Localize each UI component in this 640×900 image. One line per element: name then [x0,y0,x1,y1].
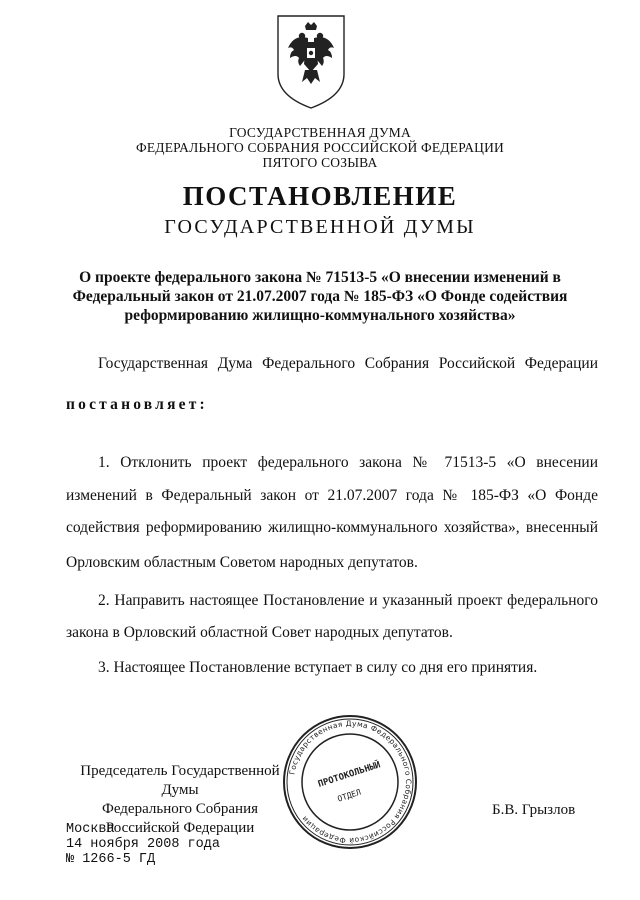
footer-number: № 1266-5 ГД [66,852,156,867]
coat-of-arms-emblem [272,12,350,112]
footer-date: 14 ноября 2008 года [66,837,220,852]
footer-city: Москва [66,822,115,837]
header-line-1: ГОСУДАРСТВЕННАЯ ДУМА [229,125,411,140]
resolves-text: постановляет: [66,396,208,413]
item-3-text: 3. Настоящее Постановление вступает в силу со дня его принятия. [98,659,538,676]
document-title: ПОСТАНОВЛЕНИЕ [182,181,458,211]
subject-line-1: О проекте федерального закона № 71513-5 «О внесении изменений в [79,269,561,286]
subject-line-3: реформированию жилищно-коммунального хозяйства» [124,307,516,324]
item-1-line-2: изменений в Федеральный закон от 21.07.2007 года № 185-ФЗ «О Фонде [66,487,598,504]
document-subtitle: ГОСУДАРСТВЕННОЙ ДУМЫ [164,216,476,238]
item-1-line-4: Орловским областным Советом народных депутатов. [66,554,418,571]
stamp-inner-top: ПРОТОКОЛЬНЫЙ [316,760,382,790]
item-2-line-2: закона в Орловский областной Совет народных депутатов. [66,624,453,641]
header-line-2: ФЕДЕРАЛЬНОГО СОБРАНИЯ РОССИЙСКОЙ ФЕДЕРАЦИИ [136,140,504,155]
preamble-text: Государственная Дума Федерального Собрания Российской Федерации [98,355,598,372]
signatory-name: Б.В. Грызлов [492,802,576,818]
stamp-outer-text: Государственная Дума Федерального Собрания Российской Федерации [287,718,414,846]
item-1-line-1: 1. Отклонить проект федерального закона № 71513-5 «О внесении [98,454,598,471]
subject-line-2: Федеральный закон от 21.07.2007 года № 185-ФЗ «О Фонде содействия [72,288,568,305]
item-1-line-3: содействия реформированию жилищно-коммунального хозяйства», внесенный [66,519,598,536]
official-stamp [282,714,418,850]
document-subject [60,268,580,325]
signatory-position-line-2: Федерального Собрания [101,801,259,817]
signatory-position-line-1: Председатель Государственной Думы [80,763,280,798]
stamp-inner-bottom: ОТДЕЛ [336,787,363,804]
signatory-position-line-3: Российской Федерации [105,820,255,836]
item-2-line-1: 2. Направить настоящее Постановление и указанный проект федерального [98,592,598,609]
svg-text:Государственная Дума Федеральн [287,719,413,845]
header-line-3: ПЯТОГО СОЗЫВА [262,155,378,170]
